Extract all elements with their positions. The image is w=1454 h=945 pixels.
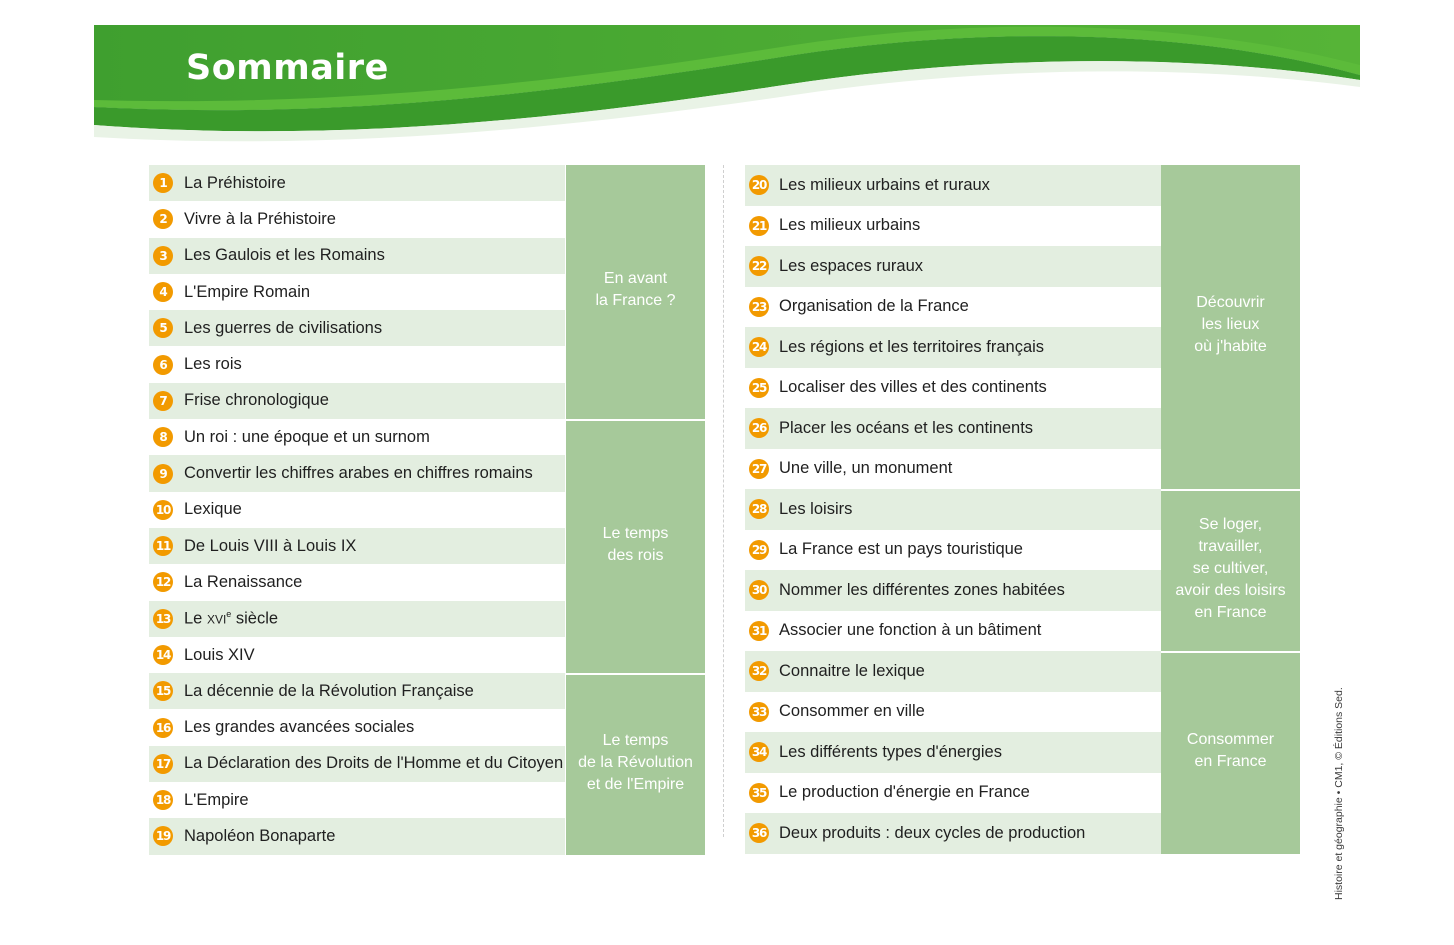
item-number-badge: 7 xyxy=(153,391,173,411)
theme-label-line: se cultiver, xyxy=(1192,560,1269,577)
item-number-badge: 13 xyxy=(153,609,173,629)
column-divider xyxy=(723,165,724,837)
item-number-badge: 20 xyxy=(749,175,769,195)
theme-label-line: avoir des loisirs xyxy=(1175,582,1286,599)
toc-item-4[interactable] xyxy=(149,274,565,310)
toc-item-29[interactable] xyxy=(745,530,1161,571)
item-title: Organisation de la France xyxy=(779,297,969,316)
item-number-badge: 11 xyxy=(153,536,173,556)
item-title: La décennie de la Révolution Française xyxy=(184,681,474,700)
item-title: Les loisirs xyxy=(779,499,853,518)
item-title: La Préhistoire xyxy=(184,173,286,192)
item-title: Frise chronologique xyxy=(184,391,329,410)
toc-item-18[interactable] xyxy=(149,782,565,818)
theme-label-line: et de l'Empire xyxy=(586,775,685,793)
item-title: Napoléon Bonaparte xyxy=(184,826,336,845)
toc-item-30[interactable] xyxy=(745,570,1161,611)
item-number-badge: 31 xyxy=(749,621,769,641)
toc-item-22[interactable] xyxy=(745,246,1161,287)
theme-label-line: En avant xyxy=(603,270,668,288)
theme-label-line: Le temps xyxy=(602,731,669,749)
item-title: Le production d'énergie en France xyxy=(779,783,1030,802)
item-title: L'Empire xyxy=(184,790,249,809)
item-title: Les milieux urbains xyxy=(779,216,921,235)
theme-label-line: en France xyxy=(1194,604,1267,621)
toc-item-1[interactable] xyxy=(149,165,565,201)
toc-item-6[interactable] xyxy=(149,346,565,382)
theme-block-1 xyxy=(1161,165,1300,489)
page-title: Sommaire xyxy=(186,48,389,88)
item-title: Vivre à la Préhistoire xyxy=(184,209,336,228)
item-title: Les grandes avancées sociales xyxy=(184,718,415,737)
toc-item-15[interactable] xyxy=(149,673,565,709)
toc-right-list xyxy=(745,165,1161,854)
item-title: Les régions et les territoires français xyxy=(779,337,1045,356)
item-title: Deux produits : deux cycles de production xyxy=(779,823,1086,842)
item-title: Une ville, un monument xyxy=(779,459,953,478)
item-number-badge: 32 xyxy=(749,661,769,681)
toc-left-list xyxy=(149,165,565,855)
item-title: Les Gaulois et les Romains xyxy=(184,246,385,265)
theme-label-line: Le temps xyxy=(602,525,669,543)
toc-item-5[interactable] xyxy=(149,310,565,346)
item-title: Placer les océans et les continents xyxy=(779,418,1034,437)
item-title: Consommer en ville xyxy=(779,702,925,721)
item-number-badge: 12 xyxy=(153,572,173,592)
item-title: Les espaces ruraux xyxy=(779,256,923,275)
item-number-badge: 28 xyxy=(749,499,769,519)
item-number-badge: 18 xyxy=(153,790,173,810)
theme-label-line: les lieux xyxy=(1201,316,1260,333)
theme-label-line: travailler, xyxy=(1198,538,1263,555)
toc-item-10[interactable] xyxy=(149,492,565,528)
toc-item-16[interactable] xyxy=(149,709,565,745)
theme-label-line: de la Révolution xyxy=(578,753,693,771)
toc-item-8[interactable] xyxy=(149,419,565,455)
toc-item-35[interactable] xyxy=(745,773,1161,814)
toc-item-11[interactable] xyxy=(149,528,565,564)
theme-label-line: Consommer xyxy=(1186,731,1275,749)
theme-label-line: Se loger, xyxy=(1198,516,1263,533)
item-number-badge: 30 xyxy=(749,580,769,600)
toc-item-31[interactable] xyxy=(745,611,1161,652)
theme-block-3 xyxy=(1161,653,1300,854)
item-title: La Renaissance xyxy=(184,572,303,591)
toc-item-20[interactable] xyxy=(745,165,1161,206)
item-number-badge: 36 xyxy=(749,823,769,843)
item-title: Connaitre le lexique xyxy=(779,661,925,680)
theme-label-line: des rois xyxy=(607,547,664,565)
item-number-badge: 29 xyxy=(749,540,769,560)
theme-label-line: en France xyxy=(1194,753,1267,771)
theme-block-2 xyxy=(1161,491,1300,651)
item-title: Louis XIV xyxy=(184,645,255,664)
item-number-badge: 21 xyxy=(749,216,769,236)
toc-item-21[interactable] xyxy=(745,206,1161,247)
item-number-badge: 6 xyxy=(153,355,173,375)
item-number-badge: 16 xyxy=(153,718,173,738)
item-number-badge: 25 xyxy=(749,378,769,398)
theme-block-1 xyxy=(566,165,705,419)
item-title: Localiser des villes et des continents xyxy=(779,378,1047,397)
toc-item-36[interactable] xyxy=(745,813,1161,854)
toc-item-27[interactable] xyxy=(745,449,1161,490)
item-number-badge: 17 xyxy=(153,754,173,774)
item-number-badge: 34 xyxy=(749,742,769,762)
item-number-badge: 5 xyxy=(153,318,173,338)
theme-block-2 xyxy=(566,421,705,673)
toc-item-19[interactable] xyxy=(149,818,565,854)
item-number-badge: 35 xyxy=(749,783,769,803)
toc-item-23[interactable] xyxy=(745,287,1161,328)
item-number-badge: 14 xyxy=(153,645,173,665)
toc-item-9[interactable] xyxy=(149,455,565,491)
item-number-badge: 26 xyxy=(749,418,769,438)
item-title: Les différents types d'énergies xyxy=(779,742,1002,761)
toc-item-24[interactable] xyxy=(745,327,1161,368)
item-number-badge: 23 xyxy=(749,297,769,317)
item-title: La France est un pays touristique xyxy=(779,540,1023,559)
copyright-credit: Histoire et géographie • CM1, © Éditions Sed. xyxy=(1333,687,1345,900)
item-title: Convertir les chiffres arabes en chiffres romains xyxy=(184,464,533,483)
toc-item-2[interactable] xyxy=(149,201,565,237)
item-title: Un roi : une époque et un surnom xyxy=(184,427,430,446)
item-number-badge: 3 xyxy=(153,246,173,266)
toc-item-13[interactable] xyxy=(149,601,565,637)
theme-block-3 xyxy=(566,675,705,855)
toc-item-26[interactable] xyxy=(745,408,1161,449)
item-number-badge: 22 xyxy=(749,256,769,276)
toc-item-14[interactable] xyxy=(149,637,565,673)
item-title: Lexique xyxy=(184,500,242,519)
toc-item-3[interactable] xyxy=(149,238,565,274)
toc-item-17[interactable] xyxy=(149,746,565,782)
toc-item-25[interactable] xyxy=(745,368,1161,409)
item-title: Les guerres de civilisations xyxy=(184,318,383,337)
item-title: Les rois xyxy=(184,355,242,374)
item-title: Le XVIe siècle xyxy=(184,608,279,628)
item-title: Les milieux urbains et ruraux xyxy=(779,175,990,194)
item-title: Nommer les différentes zones habitées xyxy=(779,580,1065,599)
theme-label-line: où j'habite xyxy=(1194,338,1267,355)
item-number-badge: 33 xyxy=(749,702,769,722)
item-number-badge: 4 xyxy=(153,282,173,302)
item-title: De Louis VIII à Louis IX xyxy=(184,536,357,555)
item-number-badge: 24 xyxy=(749,337,769,357)
item-number-badge: 2 xyxy=(153,209,173,229)
item-number-badge: 8 xyxy=(153,427,173,447)
toc-item-12[interactable] xyxy=(149,564,565,600)
item-number-badge: 1 xyxy=(153,173,173,193)
item-title: Associer une fonction à un bâtiment xyxy=(779,621,1042,640)
theme-label-line: Découvrir xyxy=(1196,294,1265,311)
toc-item-32[interactable] xyxy=(745,651,1161,692)
item-number-badge: 19 xyxy=(153,826,173,846)
item-title: La Déclaration des Droits de l'Homme et du Citoyen xyxy=(184,754,564,773)
item-title: L'Empire Romain xyxy=(184,282,311,301)
toc-item-7[interactable] xyxy=(149,383,565,419)
item-number-badge: 27 xyxy=(749,459,769,479)
toc-item-34[interactable] xyxy=(745,732,1161,773)
item-number-badge: 9 xyxy=(153,464,173,484)
theme-label-line: la France ? xyxy=(595,292,676,310)
item-number-badge: 10 xyxy=(153,500,173,520)
toc-item-28[interactable] xyxy=(745,489,1161,530)
item-number-badge: 15 xyxy=(153,681,173,701)
toc-item-33[interactable] xyxy=(745,692,1161,733)
